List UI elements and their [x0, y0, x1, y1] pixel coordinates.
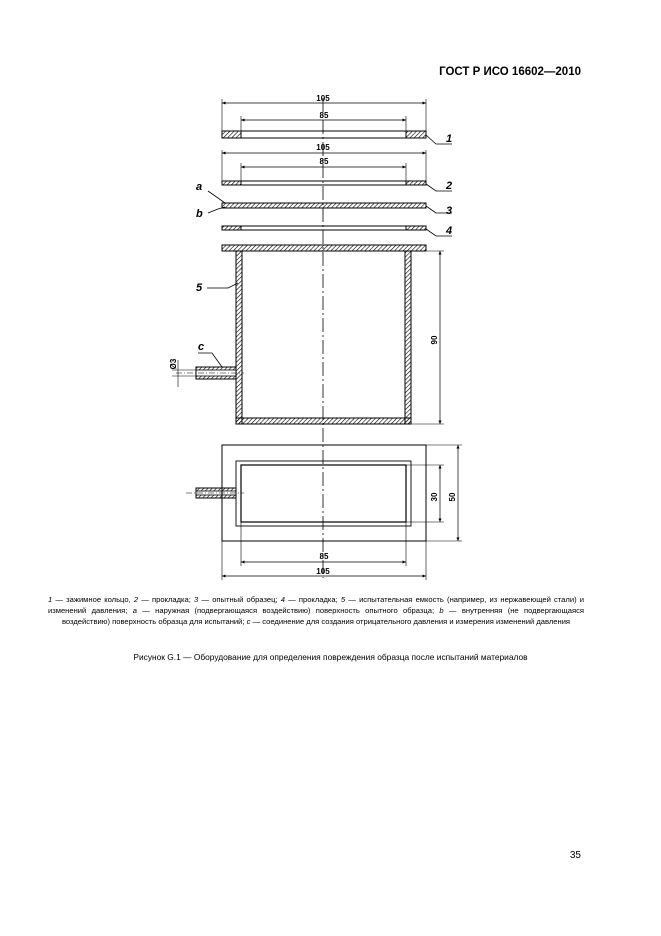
dim-30-inner: 30: [430, 492, 439, 502]
legend-key: 5: [340, 595, 346, 604]
callout-2: 2: [446, 180, 453, 192]
callout-b: b: [196, 208, 203, 220]
legend-key: 4: [280, 595, 285, 604]
dim-105-bottom: 105: [316, 567, 330, 576]
legend-text: — испытательная емкость (например, из нержавеющей стали) и изменений давления;: [48, 595, 585, 615]
legend-key: b: [439, 605, 444, 615]
legend-text: — наружная (подвергающаяся воздействию) поверхность опытного образца;: [136, 605, 440, 615]
legend-text: — внутренняя (не подвергающаяся воздействию) поверхность образца для испытаний;: [61, 605, 584, 626]
dim-85-top: 85: [319, 111, 329, 120]
legend-key: c: [246, 616, 251, 626]
callout-5: 5: [196, 282, 203, 294]
callout-c: c: [198, 341, 205, 353]
dim-50-outer: 50: [448, 492, 457, 502]
figure-caption: Рисунок G.1 — Оборудование для определения повреждения образца после испытаний материалов: [133, 652, 528, 662]
legend-key: 1: [48, 595, 53, 604]
page-number: 35: [569, 850, 581, 861]
legend-text: — прокладка;: [284, 595, 341, 604]
dim-85-gasket: 85: [319, 157, 329, 166]
callout-a: a: [196, 181, 203, 193]
legend-key: 2: [133, 595, 139, 604]
legend-text: — соединение для создания отрицательного давления и измерения изменений давления: [250, 616, 571, 626]
callout-1: 1: [446, 133, 453, 145]
test-specimen: [208, 191, 452, 213]
dim-90-height: 90: [430, 335, 439, 345]
clamping-ring: [222, 99, 452, 144]
callout-3: 3: [446, 205, 453, 217]
legend-text: — прокладка;: [138, 595, 195, 604]
document-header: ГОСТ Р ИСО 16602—2010: [439, 66, 581, 78]
figure-legend: [48, 595, 584, 627]
callout-4: 4: [446, 225, 453, 237]
legend-text: — опытный образец;: [198, 595, 281, 604]
dim-105-gasket: 105: [316, 143, 330, 152]
gasket-top: [222, 150, 452, 191]
test-vessel: [172, 245, 444, 424]
legend-text: — зажимное кольцо,: [52, 595, 134, 604]
legend-key: a: [132, 605, 137, 615]
gasket-bottom: [222, 226, 452, 236]
dim-3-fitting: Ø3: [169, 358, 178, 370]
dim-105-top: 105: [316, 94, 330, 103]
legend-key: 3: [194, 595, 199, 604]
dim-85-bottom: 85: [319, 552, 329, 561]
